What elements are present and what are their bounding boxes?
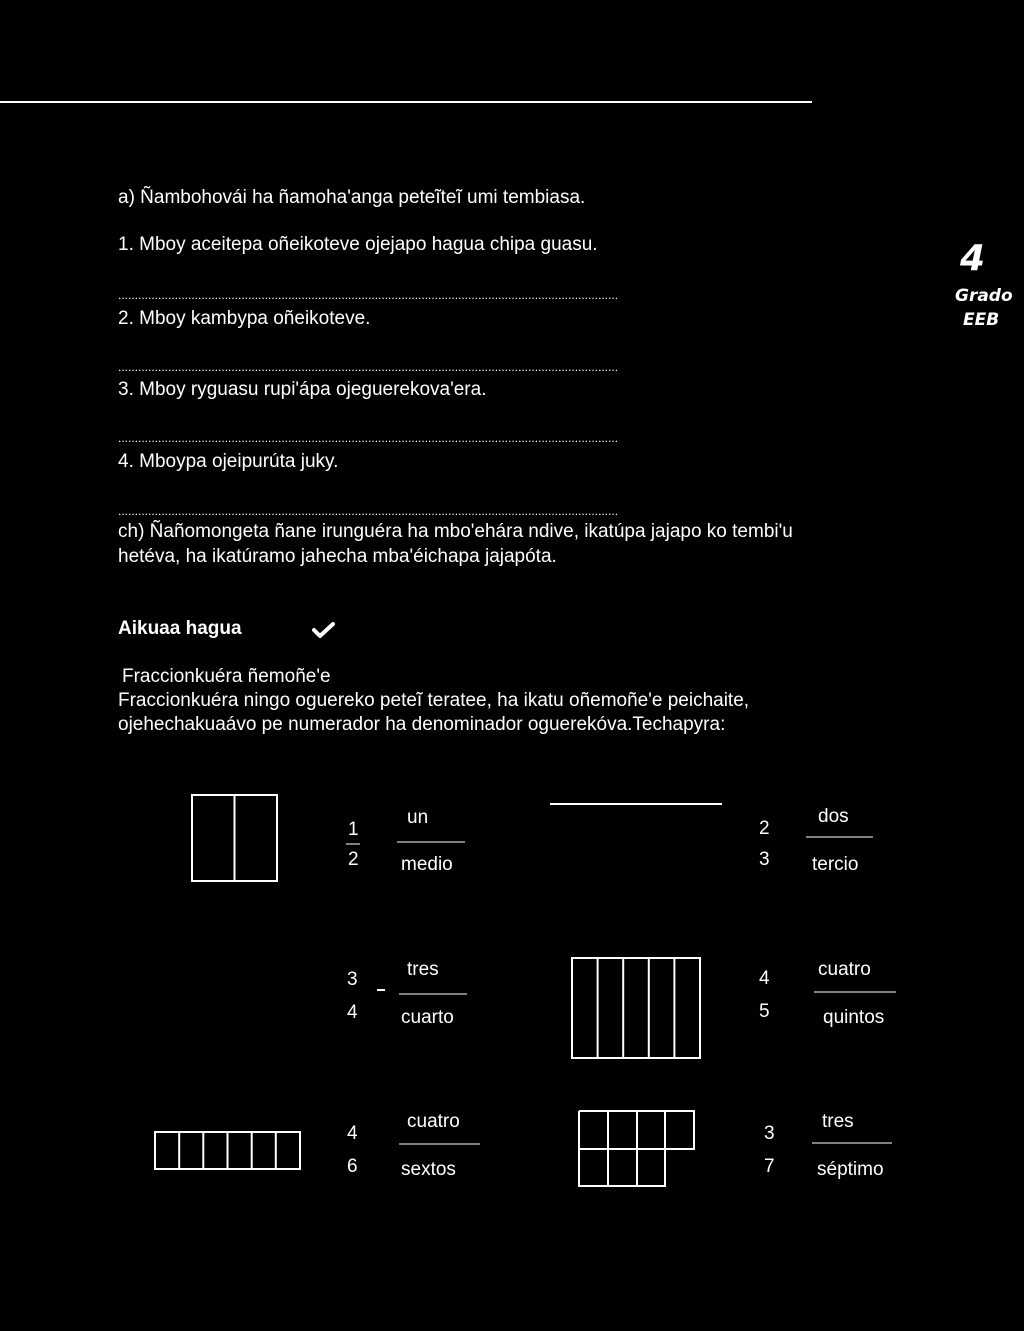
learn-paragraph-line-2: ojehechakuaávo pe numerador ha denominador oguerekóva.Techapyra: (118, 714, 726, 735)
fraction-6-denominator: 7 (764, 1156, 775, 1177)
fifths-diagram (572, 958, 700, 1058)
fraction-5-numerator: 4 (347, 1123, 358, 1144)
section-ch-line-1: ch) Ñañomongeta ñane irunguéra ha mbo'ehára ndive, ikatúpa jajapo ko tembi'u (118, 521, 793, 542)
fraction-4-denominator: 5 (759, 1001, 770, 1022)
fraction-5-denominator: 6 (347, 1156, 358, 1177)
fraction-6-numerator: 3 (764, 1123, 775, 1144)
section-a-title: a) Ñambohovái ha ñamoha'anga peteĩteĩ umi tembiasa. (118, 187, 586, 208)
half-diagram (192, 795, 277, 881)
question-3: 3. Mboy ryguasu rupi'ápa ojeguerekova'era. (118, 379, 487, 400)
answer-line-3[interactable]: ...................................................................................................................................................... (118, 432, 619, 444)
section-ch-line-2: hetéva, ha ikatúramo jahecha mba'éichapa jajapóta. (118, 546, 557, 567)
sixths-diagram (155, 1132, 300, 1169)
fraction-4-numerator: 4 (759, 968, 770, 989)
fraction-5-word-bottom: sextos (401, 1159, 456, 1180)
fraction-1-word-bottom: medio (401, 854, 453, 875)
fraction-5-word-top: cuatro (407, 1111, 460, 1132)
fraction-1-numerator: 1 (348, 819, 359, 840)
fraction-3-denominator: 4 (347, 1002, 358, 1023)
grade-number: 4 (960, 238, 986, 279)
sevenths-diagram (579, 1111, 694, 1186)
fraction-4-word-top: cuatro (818, 959, 871, 980)
fraction-2-denominator: 3 (759, 849, 770, 870)
answer-line-1[interactable]: ...................................................................................................................................................... (118, 289, 619, 301)
fraction-3-numerator: 3 (347, 969, 358, 990)
fraction-6-word-top: tres (822, 1111, 854, 1132)
question-1: 1. Mboy aceitepa oñeikoteve ojejapo hagua chipa guasu. (118, 234, 598, 255)
grade-level: EEB (963, 310, 1000, 330)
fraction-2-word-bottom: tercio (812, 854, 859, 875)
fraction-4-word-bottom: quintos (823, 1007, 885, 1028)
fraction-6-word-bottom: séptimo (817, 1159, 884, 1180)
question-2: 2. Mboy kambypa oñeikoteve. (118, 308, 371, 329)
question-4: 4. Mboypa ojeipurúta juky. (118, 451, 339, 472)
fraction-3-word-top: tres (407, 959, 439, 980)
answer-line-4[interactable]: ...................................................................................................................................................... (118, 505, 619, 517)
fraction-2-word-top: dos (818, 806, 849, 827)
answer-line-2[interactable]: ...................................................................................................................................................... (118, 361, 619, 373)
fraction-2-numerator: 2 (759, 818, 770, 839)
learn-paragraph-line-1: Fraccionkuéra ningo oguereko peteĩ teratee, ha ikatu oñemoñe'e peichaite, (118, 690, 750, 711)
top-rule (0, 101, 812, 103)
fraction-3-word-bottom: cuarto (401, 1007, 454, 1028)
learn-subtitle: Fraccionkuéra ñemoñe'e (122, 666, 331, 687)
fraction-1-word-top: un (407, 807, 429, 828)
grade-label: Grado (955, 286, 1013, 306)
fraction-1-denominator: 2 (348, 849, 359, 870)
learn-title: Aikuaa hagua (118, 618, 242, 639)
